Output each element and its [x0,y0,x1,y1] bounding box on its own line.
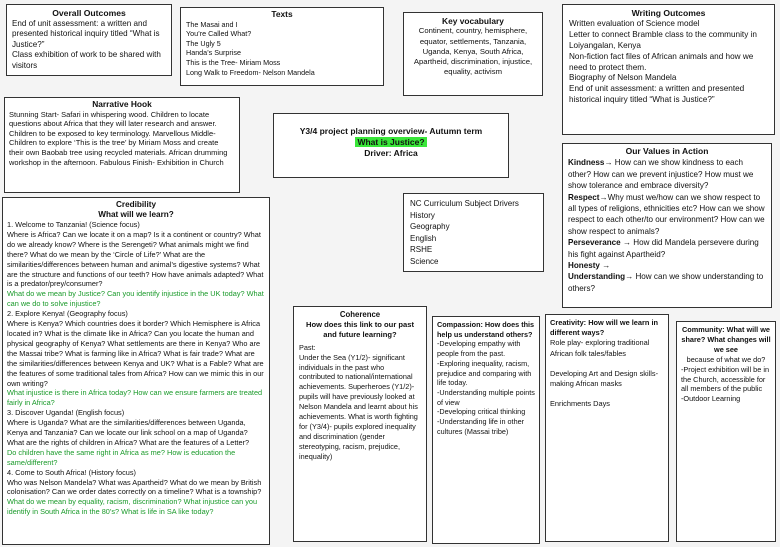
text-item: The Masai and I [186,19,238,29]
arrow-right-icon: → [599,192,608,202]
credibility-section [7,468,265,518]
project-overview-box [273,113,509,178]
nc-subject-list [410,210,537,268]
nc-subject: English [410,233,437,243]
section-justice-question: Do children have the same right in Africa as me? How is education the same/different? [7,447,236,467]
section-body: Who was Nelson Mandela? What was Apartheid? What do we mean by British colonisation? Can we order dates correctly on a timeline? What is a township? [7,477,262,497]
nc-curriculum-title: NC Curriculum Subject Drivers [410,199,519,208]
writing-outcomes-box [562,4,775,135]
community-subtitle: because of what we do? [686,354,766,364]
community-box [676,321,776,542]
overall-outcome-line: End of unit assessment: a written and presented historical inquiry titled “What is Justice?” [12,18,160,49]
section-body: Where is Africa? Can we locate it on a map? Is it a continent or country? What do we already know? Where is the Serengeti? What animals might we find there? What do we mean by the ‘Circle of Life?’ What are the similarities/differences between human and animal’s digestive systems? What are the structure and functions of our teeth? How have animals adapted? What is a predator/prey/consumer? [7,229,264,289]
creativity-item: Developing Art and Design skills- making African masks [550,368,659,389]
writing-outcome-line: Written evaluation of Science model [569,18,700,28]
text-item: Handa’s Surprise [186,48,242,58]
compassion-item: -Exploring inequality, racism, prejudice and comparing with life today. [437,358,532,388]
credibility-section [7,408,265,467]
nc-subject: RSHE [410,245,433,255]
nc-subject: Science [410,256,439,266]
compassion-item: -Developing critical thinking [437,407,526,417]
creativity-box [545,314,669,542]
credibility-title: Credibility [115,200,157,209]
arrow-right-icon: → [604,158,615,168]
value-text: How can we show kindness to each other? How can we prevent injustice? How must we show tolerance and embrace diversity? [568,158,754,191]
values-box [562,143,772,308]
narrative-hook-text: Stunning Start- Safari in whispering wood. Children to locate questions about Africa that they will later research and answer. Children to be exposed to key terminology. Marvellous Middle- Children to explore ‘This is the tree’ by Miriam Moss and create their own Baobab tree using recycled materials. African drumming workshop in the afternoon. Fabulous Finish- Exhibition in Church [9,109,228,167]
value-key: Perseverance [568,238,621,248]
community-item: -Outdoor Learning [681,394,741,404]
overall-outcomes-box [6,4,172,76]
text-item: You’re Called What? [186,29,252,39]
value-key: Kindness [568,158,605,168]
section-heading: 4. Come to South Africa! (History focus) [7,467,136,477]
nc-curriculum-box [403,193,544,272]
section-justice-question: What do we mean by equality, racism, discrimination? What injustice can you identify in South Africa in the 80’s? What is life in SA like today? [7,497,258,517]
texts-box [180,7,384,86]
nc-subject: History [410,210,435,220]
coherence-past-label: Past: [299,342,316,352]
credibility-section [7,309,265,408]
creativity-item: Role play- exploring traditional African folk tales/fables [550,338,650,358]
coherence-box [293,306,427,542]
coherence-text: Under the Sea (Y1/2)- significant individuals in the past who contributed to national/international achievements. Superheroes (Y1/2)- pupils will have previously looked at Nelson Mandela and learnt about his achievements. What is worth fighting for (Y3/4)- pupils explored inequality and discrimination (gender stereotyping, racism, prejudice, inequality) [299,352,418,461]
value-text: How can we show understanding to others? [568,272,764,293]
value-item-perseverance [568,237,766,260]
value-item-honesty [568,260,766,271]
text-item: The Ugly 5 [186,38,221,48]
value-key: Honesty [568,261,600,271]
compassion-title: Compassion: How does this help us understand others? [437,320,535,339]
text-item: This is the Tree- Miriam Moss [186,57,281,67]
value-text: Why must we/how can we show respect to all types of religions, ethnicities etc? How can we show respect to each other/to our environment? How can we show respect to animals? [568,192,765,236]
key-vocabulary-box [403,12,543,96]
value-item-kindness [568,157,766,191]
value-item-understanding [568,271,766,294]
creativity-item: Enrichments Days [550,399,610,409]
key-vocabulary-title: Key vocabulary [442,16,504,26]
compassion-item: -Developing empathy with people from the past. [437,339,521,359]
value-item-respect [568,192,766,238]
section-heading: 3. Discover Uganda! (English focus) [7,408,125,418]
narrative-hook-title: Narrative Hook [92,99,152,109]
section-heading: 2. Explore Kenya! (Geography focus) [7,309,128,319]
nc-subject: Geography [410,222,450,232]
credibility-box [2,197,270,545]
overall-outcome-line: Class exhibition of work to be shared with visitors [12,50,161,70]
coherence-title: Coherence [339,310,381,319]
value-text: How did Mandela persevere during his fight against Apartheid? [568,238,759,259]
project-question [278,137,504,148]
writing-outcome-line: Non-fiction fact files of African animals and how we need to protect them. [569,51,754,72]
compassion-item: -Understanding multiple points of view [437,387,535,407]
arrow-right-icon: → [620,238,634,248]
community-title: Community: What will we share? What changes will we see [681,325,771,354]
section-justice-question: What do we mean by Justice? Can you identify injustice in the UK today? What can we do to solve injustice? [7,289,264,309]
value-key: Understanding [568,272,626,282]
project-overview-title: Y3/4 project planning overview- Autumn term [299,126,483,136]
text-item: Long Walk to Freedom- Nelson Mandela [186,67,315,77]
texts-list [186,20,378,78]
arrow-right-icon: → [599,261,611,271]
project-driver: Driver: Africa [364,148,418,159]
writing-outcome-line: End of unit assessment: a written and presented historical inquiry titled “What is Justice?” [569,84,745,105]
project-question-highlight: What is Justice? [357,137,425,148]
writing-outcomes-title: Writing Outcomes [631,8,706,18]
writing-outcome-line: Letter to connect Bramble class to the community in Loiyangalan, Kenya [569,29,757,50]
credibility-subtitle: What will we learn? [98,210,174,219]
section-justice-question: What injustice is there in Africa today? How can we ensure farmers are treated fairly in Africa? [7,388,263,408]
writing-outcome-line: Biography of Nelson Mandela [569,73,677,83]
creativity-title: Creativity: How will we learn in different ways? [550,318,659,338]
texts-title: Texts [271,9,293,19]
section-body: Where is Uganda? What are the similarities/differences between Uganda, Kenya and Tanzania? Can we locate our link school on a map of Uganda? What are the rights of children in Africa? What are the features of a Letter? [7,418,250,447]
compassion-item: -Understanding life in other cultures (Massai tribe) [437,417,525,436]
credibility-section [7,220,265,309]
value-key: Respect [568,192,600,202]
community-item: -Project exhibition will be in the Church, accessible for all members of the public [681,364,770,394]
arrow-right-icon: → [625,272,636,282]
coherence-subtitle: How does this link to our past and future learning? [305,319,414,339]
compassion-box [432,316,540,544]
overall-outcomes-title: Overall Outcomes [52,8,126,18]
narrative-hook-box [4,97,240,193]
section-heading: 1. Welcome to Tanzania! (Science focus) [7,220,140,229]
values-title: Our Values in Action [625,146,709,156]
key-vocabulary-text: Continent, country, hemisphere, equator, settlements, Tanzania, Uganda, Kenya, South Africa, Apartheid, discrimination, injustice, equality, activism [413,26,533,77]
section-body: Where is Kenya? Which countries does it border? Which Hemisphere is Africa located in? What is the climate like in Africa? Can you locate the human and physical geography of Kenya? What settlements are there in Kenya? Who are the Massai tribe? What is farming like in Africa? What is fair trade? What are the similarities/differences between Kenya and UK? What is a Fable? What are the features of some traditional tales from Africa? How can we mimic this in our own writing? [7,319,264,388]
